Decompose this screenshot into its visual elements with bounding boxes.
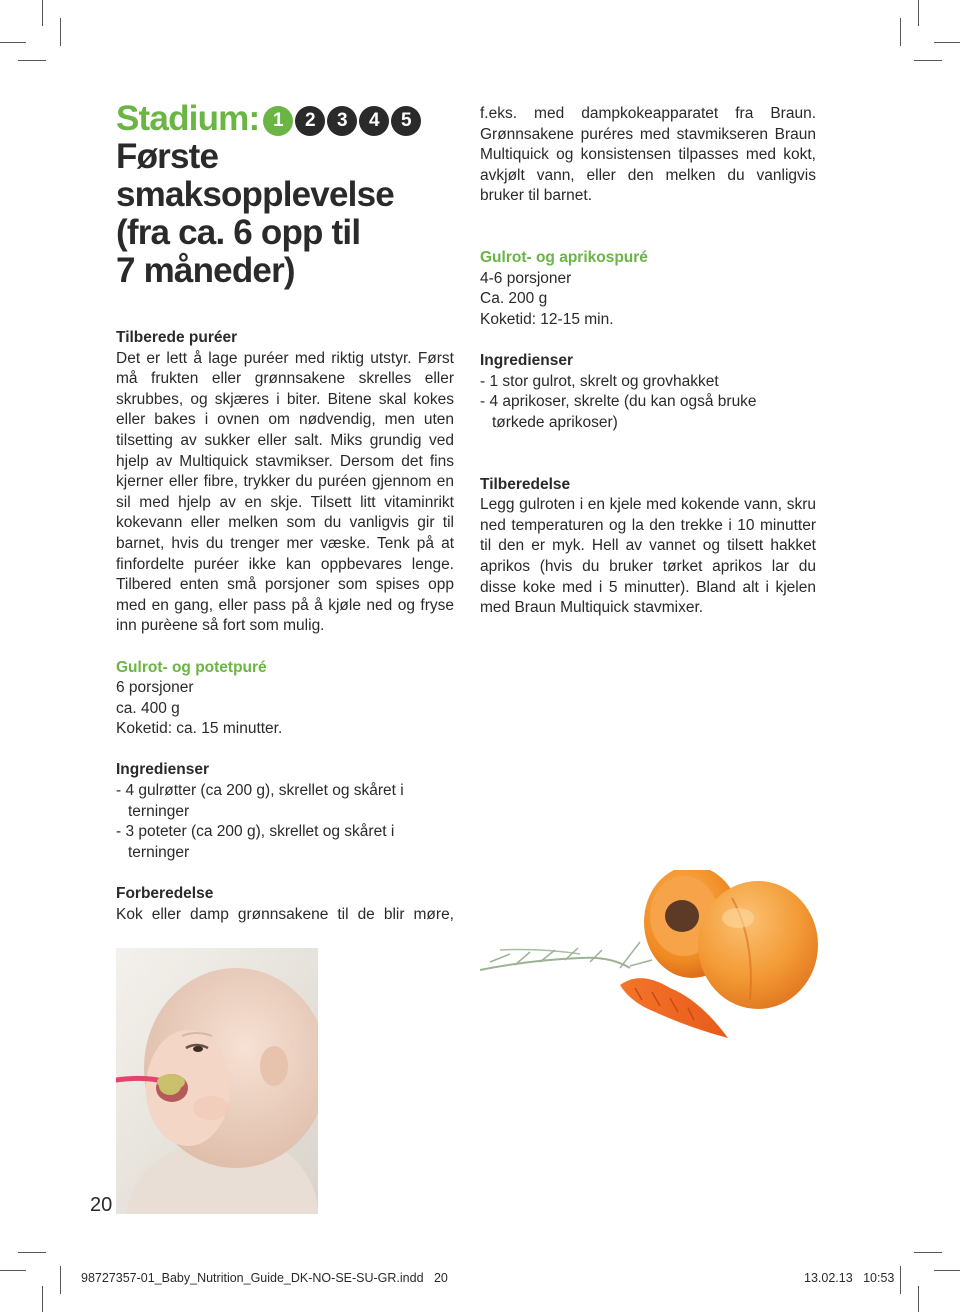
title-line: 7 måneder) (116, 251, 295, 290)
crop-mark (900, 18, 901, 46)
baby-photo (116, 948, 318, 1214)
crop-mark (18, 60, 46, 61)
right-column (480, 104, 816, 619)
stadium-label: Stadium: (116, 99, 260, 138)
crop-mark (934, 42, 960, 43)
crop-mark (42, 1286, 43, 1312)
stage-badges (263, 106, 421, 136)
title-line: (fra ca. 6 opp til (116, 213, 361, 252)
stadium-line (116, 100, 454, 138)
recipe1-preparation-text: Kok eller damp grønnsakene til de blir møre, (116, 905, 454, 923)
crop-mark (914, 1252, 942, 1253)
recipe2-title: Gulrot- og aprikospuré (480, 249, 648, 267)
recipe1-preparation-heading: Forberedelse (116, 885, 214, 903)
recipe2-preparation-heading: Tilberedelse (480, 475, 571, 493)
crop-mark (42, 0, 43, 26)
stage-badge-2: 2 (295, 106, 325, 136)
fruit-photo (470, 870, 830, 1070)
page-title (116, 100, 454, 290)
recipe2-preparation-text: Legg gulroten i en kjele med kokende vann, skru ned temperaturen og la den trekke i 10 minutter til den er myk. Hell av vannet og tilsett hakket aprikos (hvis du bruker tørket aprikos lar du disse koke med i 5 minutter). Bland alt i kjelen med Braun Multiquick stavmixer. (480, 496, 816, 617)
crop-mark (0, 42, 26, 43)
crop-mark (918, 1286, 919, 1312)
prep-text: Det er lett å lage puréer med riktig utstyr. Først må frukten eller grønnsakene skrelles eller skrubbes, og skjæres i biter. Bitene skal kokes eller bakes i ovnen om nødvendig, men uten tilsetting av sukker eller salt. Miks grundig ved hjelp av Multiquick stavmikser. Dersom det fins kjerner eller fibre, trykker du puréen gjennom en sil med hjelp av en skje. Tilsett litt vitaminrikt kokevann eller melken som du vanligvis gir til barnet, hvis du trenger mer væske. Tenk på at finfordelte puréer ikke kan oppbevares lenge. Tilbered enten små porsjoner som spises opp med en gang, eller pass på å kjøle ned og fryse inn purèene så fort som mulig. (116, 349, 454, 635)
recipe1-ingredient: - 3 poteter (ca 200 g), skrellet og skåret i terninger (116, 823, 395, 861)
recipe2-weight: Ca. 200 g (480, 290, 548, 308)
footer-datetime: 13.02.13 10:53 (804, 1271, 895, 1285)
stage-badge-5: 5 (391, 106, 421, 136)
prep-heading: Tilberede puréer (116, 329, 238, 346)
continued-text: f.eks. med dampkokeapparatet fra Braun. Grønnsakene puréres med stavmikseren Braun Multiquick og konsistensen tilpasses med kokt, avkjølt vann, eller den melken du vanligvis bruker til barnet. (480, 105, 816, 205)
title-line: smaksopplevelse (116, 175, 394, 214)
recipe2-ingredient: - 1 stor gulrot, skrelt og grovhakket (480, 372, 719, 390)
recipe1-title: Gulrot- og potetpuré (116, 658, 267, 676)
crop-mark (900, 1266, 901, 1294)
recipe2-ingredients-heading: Ingredienser (480, 352, 574, 370)
crop-mark (60, 1266, 61, 1294)
stage-badge-3: 3 (327, 106, 357, 136)
crop-mark (914, 60, 942, 61)
recipe1-ingredients-heading: Ingredienser (116, 761, 210, 779)
baby-eating-illustration (116, 948, 318, 1214)
stage-badge-1: 1 (263, 106, 293, 136)
crop-mark (934, 1270, 960, 1271)
recipe1-weight: ca. 400 g (116, 699, 180, 717)
footer-filename: 98727357-01_Baby_Nutrition_Guide_DK-NO-SE-SU-GR.indd 20 (81, 1271, 448, 1285)
recipe2-time: Koketid: 12-15 min. (480, 310, 614, 328)
recipe1-ingredient: - 4 gulrøtter (ca 200 g), skrellet og skåret i terninger (116, 782, 404, 820)
recipe1-time: Koketid: ca. 15 minutter. (116, 720, 283, 738)
recipe1-portions: 6 porsjoner (116, 679, 194, 697)
crop-mark (60, 18, 61, 46)
crop-mark (918, 0, 919, 26)
left-column (116, 100, 454, 925)
crop-mark (18, 1252, 46, 1253)
apricot-carrot-illustration (470, 870, 830, 1070)
recipe2-ingredient: - 4 aprikoser, skrelte (du kan også bruke tørkede aprikoser) (480, 393, 757, 431)
stage-badge-4: 4 (359, 106, 389, 136)
crop-mark (0, 1270, 26, 1271)
recipe2-portions: 4-6 porsjoner (480, 269, 572, 287)
title-line: Første (116, 137, 219, 176)
page-number: 20 (90, 1194, 113, 1216)
